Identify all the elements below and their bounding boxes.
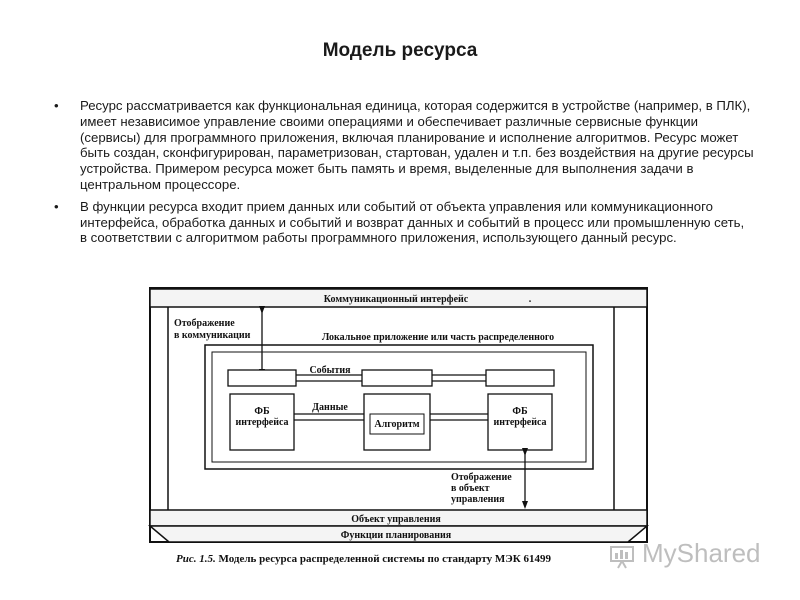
- alg-top: [362, 370, 432, 386]
- watermark: [608, 538, 761, 569]
- fb-right-top: [486, 370, 554, 386]
- fb-right-label-2: интерфейса: [493, 417, 547, 428]
- fb-left-label-1: ФБ: [254, 406, 270, 417]
- map-obj-label-1: Отображение: [451, 472, 512, 483]
- bullet-text: Ресурс рассматривается как функциональная единица, которая содержится в устройстве (например, в ПЛК), имеет независимое управление своими операциями и обеспечивает различные сервисные функции (сервисы) для программного приложения, включая планирование и исполнение алгоритмов. Ресурс может быть создан, сконфигурирован, параметризован, стартован, удален и т.п. без воздействия на другие ресурсы устройства. Примером ресурса может быть память и время, выделенные для выполнения задачи в центральном процессоре.: [80, 98, 754, 192]
- local-app-label: Локальное приложение или часть распределенного: [321, 332, 555, 343]
- watermark-text: MyShared: [642, 538, 761, 568]
- data-label: Данные: [312, 402, 348, 413]
- map-comm-label-1: Отображение: [174, 318, 235, 329]
- fb-right-label-1: ФБ: [512, 406, 528, 417]
- comm-interface-label: Коммуникационный интерфейс: [323, 294, 469, 305]
- bullet-marker: •: [54, 98, 59, 113]
- control-object-label: Объект управления: [351, 514, 441, 525]
- algorithm-label: Алгоритм: [374, 419, 420, 430]
- fb-left-label-2: интерфейса: [235, 417, 289, 428]
- events-label: События: [309, 365, 351, 376]
- map-obj-label-3: управления: [451, 494, 505, 505]
- figure-number: Рис. 1.5.: [176, 553, 216, 565]
- map-comm-label-2: в коммуникации: [174, 330, 251, 341]
- comm-interface-dot: .: [528, 294, 532, 305]
- slide-title: Модель ресурса: [322, 40, 478, 61]
- bullet-marker: •: [54, 198, 59, 214]
- bullet-text: В функции ресурса входит прием данных или событий от объекта управления или коммуникационного интерфейса, обработка данных и событий и возврат данных и событий в процесс или промышленную сеть, в соответствии с алгоритмом работы программного приложения, использующего данный ресурс.: [80, 198, 745, 246]
- fb-left-top: [228, 370, 296, 386]
- myshared-logo-icon: [608, 539, 638, 569]
- planning-label: Функции планирования: [340, 530, 452, 541]
- figure-caption-text: Модель ресурса распределенной системы по стандарту МЭК 61499: [218, 553, 551, 565]
- map-obj-label-2: в объект: [451, 483, 490, 494]
- figure-caption: [176, 553, 551, 565]
